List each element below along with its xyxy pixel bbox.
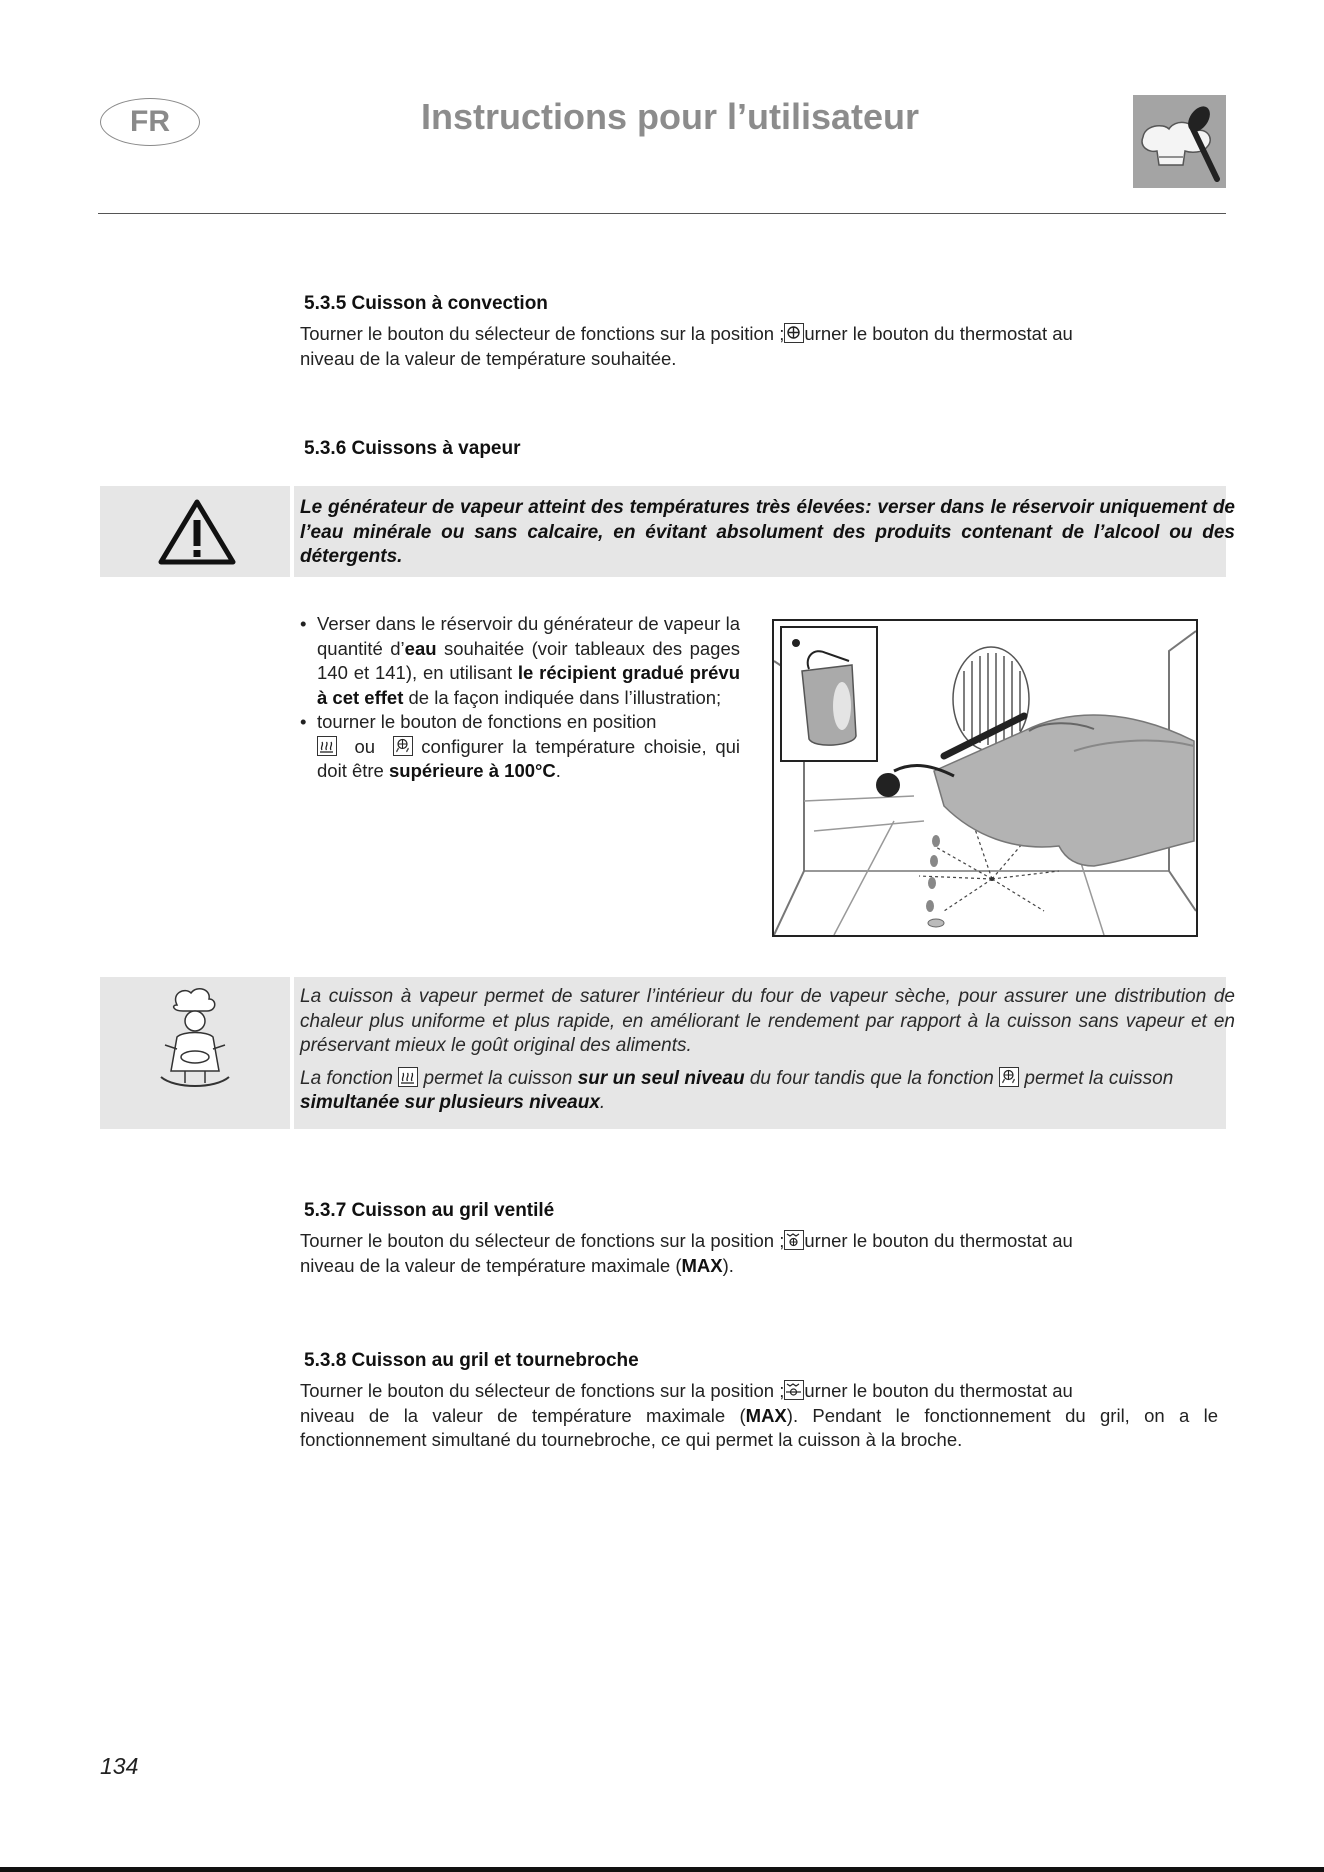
- text-span: du four tandis que la fonction: [744, 1067, 1000, 1089]
- text-span: eau: [404, 637, 437, 659]
- text-span: Tourner le bouton du sélecteur de fonctions sur la position ;: [300, 1380, 785, 1401]
- page-title: Instructions pour l’utilisateur: [420, 96, 920, 137]
- text-line: fonctionnement simultané du tournebroche, ce qui permet la cuisson à la broche.: [300, 1429, 963, 1450]
- text-span: tourner le bouton de fonctions en position: [317, 711, 657, 732]
- text-span: ).: [722, 1254, 734, 1276]
- text-span: niveau de la valeur de température maximale (: [300, 1404, 746, 1426]
- chef-icon: [155, 985, 235, 1097]
- language-badge: FR: [100, 98, 200, 146]
- text-span: urner le bouton du thermostat au: [804, 323, 1073, 344]
- fan-element-icon: [784, 323, 804, 343]
- spoon-chef-hat-icon: [1133, 95, 1226, 188]
- text-span: ). Pendant le fonctionnement du gril, on a le: [786, 1404, 1218, 1426]
- warning-icon-cell: [100, 486, 290, 577]
- warning-text: Le générateur de vapeur atteint des températures très élevées: verser dans le réservoir uniquement de l’eau minérale ou sans calcaire, en évitant absolument des produits contenant de l’alcool ou des détergents.: [300, 497, 1235, 567]
- text-span: Tourner le bouton du sélecteur de fonctions sur la position ;: [300, 1230, 785, 1251]
- steam-fan-icon: [999, 1067, 1019, 1087]
- section-5-3-7-text: [300, 1229, 1073, 1278]
- text-span: Tourner le bouton du sélecteur de fonctions sur la position ;: [300, 323, 785, 344]
- text-span: le récipient gradué prévu à cet effet: [317, 662, 741, 708]
- text-span: simultanée sur plusieurs niveaux: [300, 1092, 600, 1113]
- text-span: urner le bouton du thermostat au: [804, 1230, 1073, 1251]
- text-span: ou: [354, 735, 376, 757]
- text-span: supérieure à 100°C: [389, 760, 556, 781]
- text-span: sur un seul niveau: [577, 1067, 745, 1089]
- text-span: Verser dans le réservoir du générateur de vapeur la quantité d’: [317, 613, 740, 659]
- section-5-3-8-text: [300, 1379, 1218, 1453]
- steam-icon: [398, 1067, 418, 1087]
- section-heading-5-3-7: 5.3.7 Cuisson au gril ventilé: [304, 1200, 555, 1221]
- text-span: configurer la température choisie, qui doit être: [317, 735, 741, 781]
- section-heading-5-3-5: 5.3.5 Cuisson à convection: [304, 293, 548, 314]
- oven-steam-reservoir-filling-illustration: [772, 619, 1198, 937]
- text-span: .: [599, 1092, 606, 1113]
- section-5-3-5-text: [300, 322, 1073, 371]
- text-span: .: [555, 760, 561, 781]
- bottom-border: [0, 1867, 1324, 1872]
- text-span: souhaitée (voir tableaux des pages 140 et 141), en utilisant: [317, 637, 740, 683]
- text-span: niveau de la valeur de température maximale (: [300, 1254, 682, 1276]
- steam-instructions: [280, 612, 740, 784]
- chef-icon-cell: [100, 977, 290, 1129]
- page-number: 134: [100, 1753, 139, 1779]
- text-span: permet la cuisson: [1019, 1067, 1174, 1089]
- text-span: MAX: [745, 1404, 787, 1426]
- text-span: urner le bouton du thermostat au: [804, 1380, 1073, 1401]
- section-heading-5-3-8: 5.3.8 Cuisson au gril et tournebroche: [304, 1350, 639, 1371]
- header-divider: [98, 213, 1226, 214]
- warning-triangle-icon: [157, 498, 237, 566]
- list-item: • Verser dans le réservoir du générateur de vapeur la quantité d’eau souhaitée (voir tableaux des pages 140 et 141), en utilisant le récipient gradué prévu à cet effet de la façon indiquée dans l’illustration;: [300, 613, 741, 708]
- fan-grill-icon: [784, 1230, 804, 1250]
- list-item: • tourner le bouton de fonctions en position ou configurer la température choisie, qui doit être supérieure à 100°C.: [300, 711, 741, 781]
- steam-icon: [317, 736, 337, 756]
- text-span: MAX: [681, 1254, 723, 1276]
- text-span: de la façon indiquée dans l’illustration;: [403, 686, 722, 708]
- text-line: niveau de la valeur de température souhaitée.: [300, 347, 677, 369]
- warning-callout: [294, 486, 1235, 577]
- text-span: La fonction: [300, 1067, 399, 1089]
- info-paragraph-2: [300, 1067, 1220, 1116]
- text-span: permet la cuisson: [418, 1067, 578, 1089]
- section-heading-5-3-6: 5.3.6 Cuissons à vapeur: [304, 438, 521, 459]
- steam-fan-icon: [393, 736, 413, 756]
- grill-rotisserie-icon: [784, 1380, 804, 1400]
- info-paragraph-1: La cuisson à vapeur permet de saturer l’intérieur du four de vapeur sèche, pour assurer une distribution de chaleur plus uniforme et plus rapide, en améliorant le rendement par rapport à la cuisson sans vapeur et en préservant mieux le goût original des aliments.: [300, 986, 1235, 1056]
- info-callout: [294, 977, 1235, 1129]
